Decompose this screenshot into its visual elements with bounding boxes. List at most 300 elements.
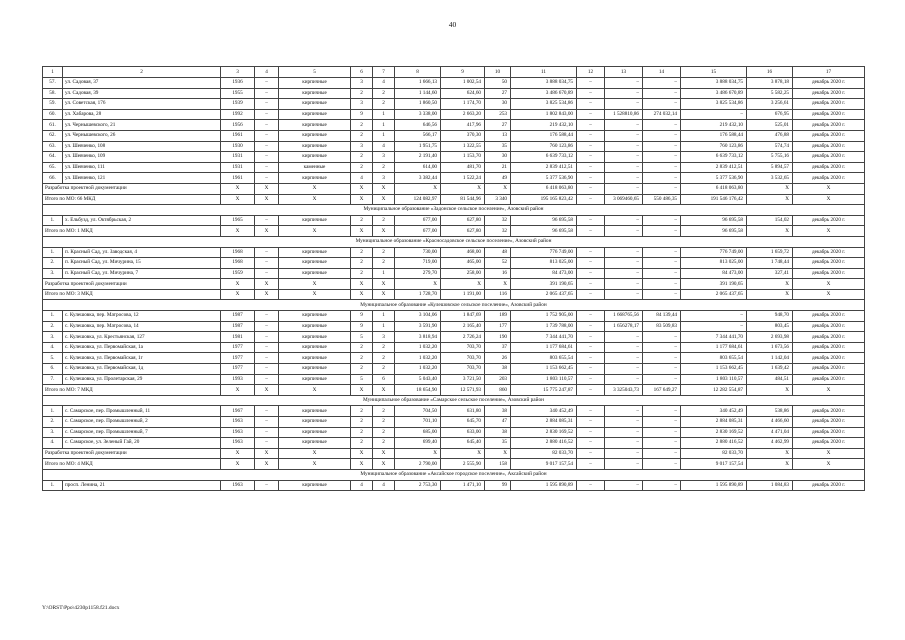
address-cell: с. Кулешовка, ул. Крестьянская, 127 [63, 332, 221, 343]
table-cell: – [681, 311, 747, 322]
table-cell: Х [747, 226, 793, 237]
table-cell: 4 471,04 [747, 427, 793, 438]
table-cell: кирпичные [279, 342, 351, 353]
column-number-cell: 2 [63, 67, 221, 78]
table-cell: 1 802 843,00 [511, 109, 577, 120]
table-cell: – [643, 88, 681, 99]
table-cell: 2 [351, 427, 373, 438]
table-cell: 701,10 [395, 417, 441, 428]
table-cell: 2 [373, 99, 395, 110]
table-cell: Х [747, 279, 793, 290]
table-cell: – [605, 152, 643, 163]
table-cell: 4 [373, 141, 395, 152]
table-cell: – [605, 141, 643, 152]
design-documentation-label: Разработка проектной документации [43, 183, 221, 194]
table-cell: 2 065 437,65 [511, 289, 577, 300]
table-cell: кирпичные [279, 311, 351, 322]
address-cell: ул. Чернышевского, 21 [63, 120, 221, 131]
table-cell: 1 739 788,00 [511, 321, 577, 332]
table-cell: Х [255, 459, 279, 470]
column-number-cell: 8 [395, 67, 441, 78]
table-cell: 2 [373, 162, 395, 173]
municipality-heading-row [43, 469, 865, 480]
municipality-heading: Муниципальное образование «Красносадовское сельское поселение», Азовский район [43, 236, 865, 247]
table-cell: 538,86 [747, 406, 793, 417]
table-cell: 3 532,65 [747, 173, 793, 184]
capital-repair-table-container [42, 66, 864, 491]
table-cell: – [605, 78, 643, 89]
table-cell: – [577, 364, 605, 375]
table-cell: 2 165,40 [441, 321, 485, 332]
table-cell: 1. [43, 406, 63, 417]
table-cell: – [605, 438, 643, 449]
table-cell: 6 418 063,80 [681, 183, 747, 194]
table-cell: 96 695,58 [511, 226, 577, 237]
table-cell: декабрь 2020 г. [793, 130, 865, 141]
table-cell: 1 174,70 [441, 99, 485, 110]
table-cell: 12 282 554,87 [681, 385, 747, 396]
table-cell: 1 666,13 [395, 78, 441, 89]
table-cell: 1 084,83 [747, 480, 793, 491]
table-cell: 3 382,44 [395, 173, 441, 184]
table-cell: – [577, 480, 605, 491]
table-cell: 1981 [221, 332, 255, 343]
table-cell: кирпичные [279, 215, 351, 226]
table-cell: 704,50 [395, 406, 441, 417]
table-cell: 646,56 [395, 120, 441, 131]
table-cell: – [577, 321, 605, 332]
column-number-cell: 11 [511, 67, 577, 78]
table-row [43, 258, 865, 269]
table-cell: – [255, 268, 279, 279]
table-cell: 15 775 247,87 [511, 385, 577, 396]
table-cell: 12 571,93 [441, 385, 485, 396]
table-cell: 84 473,00 [511, 268, 577, 279]
table-cell: 190 [485, 332, 511, 343]
table-cell: 63. [43, 141, 63, 152]
table-cell: 468,00 [441, 247, 485, 258]
table-cell: 3 [351, 141, 373, 152]
table-cell: 3 [373, 332, 395, 343]
table-cell: кирпичные [279, 364, 351, 375]
table-cell: – [643, 459, 681, 470]
table-cell: – [605, 374, 643, 385]
table-cell: Х [279, 448, 351, 459]
capital-repair-table [42, 66, 865, 491]
table-cell: Х [793, 459, 865, 470]
table-cell: Х [485, 183, 511, 194]
table-cell: – [643, 130, 681, 141]
table-cell: 158 [485, 459, 511, 470]
table-cell: 1 153,70 [441, 152, 485, 163]
table-cell: 391 190,65 [681, 279, 747, 290]
table-cell: 82 033,70 [681, 448, 747, 459]
table-cell: 3. [43, 268, 63, 279]
municipality-heading-row [43, 236, 865, 247]
table-cell: 645,70 [441, 417, 485, 428]
table-cell: Х [373, 289, 395, 300]
table-cell: 2 884 085,31 [511, 417, 577, 428]
table-cell: Х [793, 194, 865, 205]
table-cell: 703,70 [441, 364, 485, 375]
table-cell: Х [747, 385, 793, 396]
table-cell: кирпичные [279, 417, 351, 428]
table-cell: – [605, 268, 643, 279]
table-cell: 1930 [221, 141, 255, 152]
table-cell: Х [441, 183, 485, 194]
column-number-cell: 5 [279, 67, 351, 78]
table-cell: 803,45 [747, 321, 793, 332]
table-cell: – [643, 226, 681, 237]
table-cell: Х [221, 194, 255, 205]
table-cell: 1936 [221, 78, 255, 89]
table-cell: 1987 [221, 321, 255, 332]
table-cell: 6 639 733,12 [681, 152, 747, 163]
table-cell: 1963 [221, 427, 255, 438]
table-cell: 62. [43, 130, 63, 141]
table-cell: 5 [351, 332, 373, 343]
table-cell: 30 [485, 152, 511, 163]
table-cell: – [255, 78, 279, 89]
table-cell: 189 [485, 311, 511, 322]
table-cell: – [643, 438, 681, 449]
table-cell: – [577, 459, 605, 470]
table-cell: 219 432,10 [511, 120, 577, 131]
table-cell: 3 888 034,75 [681, 78, 747, 89]
table-cell: 1993 [221, 374, 255, 385]
table-cell: 1 728,70 [395, 289, 441, 300]
address-cell: с. Кулешовка, пер. Матросова, 12 [63, 311, 221, 322]
municipality-heading-row [43, 205, 865, 216]
table-cell: декабрь 2020 г. [793, 417, 865, 428]
municipality-heading: Муниципальное образование «Задонское сельское поселение», Азовский район [43, 205, 865, 216]
table-cell: 47 [485, 417, 511, 428]
table-cell: 1 177 684,61 [681, 342, 747, 353]
table-cell: 2 880 416,52 [681, 438, 747, 449]
table-cell: 38 [485, 364, 511, 375]
table-cell: – [577, 427, 605, 438]
table-cell: Х [279, 279, 351, 290]
table-cell: 2 [351, 152, 373, 163]
table-cell: 1 748,44 [747, 258, 793, 269]
column-number-cell: 15 [681, 67, 747, 78]
table-cell: 2 884 085,31 [681, 417, 747, 428]
table-cell: 2 191,40 [395, 152, 441, 163]
table-cell: 4 [373, 480, 395, 491]
table-cell: 719,00 [395, 258, 441, 269]
table-cell: 1931 [221, 162, 255, 173]
address-cell: с. Самарское, ул. Зеленый Гай, 20 [63, 438, 221, 449]
table-cell: 2 [351, 247, 373, 258]
address-cell: ул. Шевченко, 109 [63, 152, 221, 163]
table-cell: декабрь 2020 г. [793, 480, 865, 491]
table-cell: 61. [43, 120, 63, 131]
subtotal-label: Итого по МО: 7 МКД [43, 385, 221, 396]
table-cell: Х [221, 226, 255, 237]
table-row [43, 152, 865, 163]
table-cell: Х [373, 194, 395, 205]
table-cell: 574,74 [747, 141, 793, 152]
table-cell: 676,95 [747, 109, 793, 120]
table-cell: 2. [43, 321, 63, 332]
table-cell: – [681, 321, 747, 332]
table-cell: – [577, 152, 605, 163]
table-cell: 566,17 [395, 130, 441, 141]
table-cell: 1 803 110,57 [681, 374, 747, 385]
table-cell: декабрь 2020 г. [793, 162, 865, 173]
table-cell: 2 693,98 [747, 332, 793, 343]
table-cell: – [577, 353, 605, 364]
table-cell: Х [373, 279, 395, 290]
table-cell: 1965 [221, 215, 255, 226]
table-cell: – [577, 289, 605, 300]
table-cell: 2 [351, 258, 373, 269]
table-cell: 776 749,00 [511, 247, 577, 258]
table-cell: Х [747, 448, 793, 459]
address-cell: с. Самарское, пер. Промышленный, 2 [63, 417, 221, 428]
column-number-cell: 10 [485, 67, 511, 78]
table-cell: Х [793, 385, 865, 396]
table-cell: 7 344 441,70 [511, 332, 577, 343]
table-cell: 6 639 733,12 [511, 152, 577, 163]
table-cell: Х [395, 183, 441, 194]
table-row [43, 438, 865, 449]
table-cell: Х [255, 279, 279, 290]
table-cell: – [255, 332, 279, 343]
table-cell: 2 [351, 268, 373, 279]
table-cell: 5 [351, 374, 373, 385]
table-cell: 5 755,16 [747, 152, 793, 163]
table-cell: Х [255, 183, 279, 194]
table-cell: – [577, 99, 605, 110]
table-cell: Х [793, 183, 865, 194]
address-cell: с. Кулешовка, ул. Пролетарская, 29 [63, 374, 221, 385]
table-cell: Х [255, 194, 279, 205]
table-cell: 1 322,55 [441, 141, 485, 152]
table-cell: 13 [485, 130, 511, 141]
table-cell: кирпичные [279, 173, 351, 184]
table-cell: 627,80 [441, 226, 485, 237]
table-cell: 1 951,75 [395, 141, 441, 152]
column-number-cell: 12 [577, 67, 605, 78]
table-cell: – [255, 438, 279, 449]
table-cell: – [577, 406, 605, 417]
table-cell: – [605, 183, 643, 194]
table-cell: 1 142,04 [747, 353, 793, 364]
table-cell: 50 [485, 78, 511, 89]
table-cell: кирпичные [279, 88, 351, 99]
table-cell: – [255, 99, 279, 110]
table-cell: 60. [43, 109, 63, 120]
design-documentation-row [43, 279, 865, 290]
table-cell: Х [221, 385, 255, 396]
table-cell: 82 033,70 [511, 448, 577, 459]
table-cell: 6 418 063,80 [511, 183, 577, 194]
table-cell: 21 [485, 162, 511, 173]
subtotal-label: Итого по МО: 66 МКД [43, 194, 221, 205]
table-cell: 38 [485, 406, 511, 417]
table-cell: 1. [43, 247, 63, 258]
table-cell: 525,01 [747, 120, 793, 131]
table-cell: 16 [485, 268, 511, 279]
table-cell: 677,00 [395, 215, 441, 226]
table-cell: 803 655,54 [681, 353, 747, 364]
table-cell: Х [373, 183, 395, 194]
table-cell: Х [351, 183, 373, 194]
table-cell: 2 [373, 427, 395, 438]
table-cell: декабрь 2020 г. [793, 427, 865, 438]
table-cell: 1 528810,86 [605, 109, 643, 120]
table-cell: 176 588,44 [511, 130, 577, 141]
table-cell: 26 [485, 353, 511, 364]
table-cell: 1 032,20 [395, 353, 441, 364]
table-cell: 1 [373, 321, 395, 332]
address-cell: ул. Шевченко, 111 [63, 162, 221, 173]
table-cell: 154,02 [747, 215, 793, 226]
table-cell: декабрь 2020 г. [793, 141, 865, 152]
table-cell: Х [255, 289, 279, 300]
table-cell: 1 847,69 [441, 311, 485, 322]
table-cell: 9 [351, 109, 373, 120]
table-cell: 1 595 890,89 [681, 480, 747, 491]
subtotal-row [43, 194, 865, 205]
table-cell: декабрь 2020 г. [793, 406, 865, 417]
table-cell: – [643, 78, 681, 89]
table-cell: 803 655,54 [511, 353, 577, 364]
table-cell: Х [747, 289, 793, 300]
table-cell: 391 190,65 [511, 279, 577, 290]
table-cell: 1977 [221, 353, 255, 364]
table-cell: Х [351, 459, 373, 470]
municipality-heading-row [43, 300, 865, 311]
table-cell: 1963 [221, 480, 255, 491]
table-row [43, 215, 865, 226]
table-cell: – [577, 173, 605, 184]
table-cell: – [255, 321, 279, 332]
table-cell: 30 [485, 99, 511, 110]
table-cell: 4. [43, 438, 63, 449]
table-cell: Х [221, 279, 255, 290]
table-cell: 760 123,86 [681, 141, 747, 152]
table-cell: 5. [43, 353, 63, 364]
column-number-cell: 14 [643, 67, 681, 78]
table-cell: 219 432,10 [681, 120, 747, 131]
table-cell: 2 [373, 353, 395, 364]
table-cell: 32 [485, 226, 511, 237]
table-cell: 484,51 [747, 374, 793, 385]
table-cell: 2 [373, 258, 395, 269]
table-cell: 2 [351, 353, 373, 364]
table-cell: 1. [43, 311, 63, 322]
table-cell: Х [351, 385, 373, 396]
table-cell: 1963 [221, 438, 255, 449]
table-cell: 4. [43, 342, 63, 353]
address-cell: ул. Садовая, 39 [63, 88, 221, 99]
column-number-cell: 16 [747, 67, 793, 78]
table-cell: 1 803 110,57 [511, 374, 577, 385]
table-cell: – [255, 162, 279, 173]
table-cell: кирпичные [279, 438, 351, 449]
table-cell: – [605, 364, 643, 375]
table-cell: – [255, 152, 279, 163]
table-cell: – [605, 342, 643, 353]
table-cell: – [605, 226, 643, 237]
table-cell: Х [279, 385, 351, 396]
table-cell: 340 452,49 [681, 406, 747, 417]
table-cell: – [643, 215, 681, 226]
address-cell: ул. Хабарова, 28 [63, 109, 221, 120]
table-cell: – [605, 120, 643, 131]
table-cell: декабрь 2020 г. [793, 78, 865, 89]
table-cell: 1992 [221, 109, 255, 120]
table-cell: – [577, 385, 605, 396]
table-cell: – [255, 417, 279, 428]
table-cell: 481,70 [441, 162, 485, 173]
table-cell: декабрь 2020 г. [793, 247, 865, 258]
table-cell: Х [279, 289, 351, 300]
table-cell: 1 [373, 120, 395, 131]
table-cell: – [643, 353, 681, 364]
table-cell: 96 695,58 [681, 215, 747, 226]
address-cell: п. Красный Сад, ул. Мичурина, 15 [63, 258, 221, 269]
table-cell: 3. [43, 332, 63, 343]
table-row [43, 120, 865, 131]
table-cell: декабрь 2020 г. [793, 99, 865, 110]
table-cell: 3. [43, 427, 63, 438]
table-cell: 59. [43, 99, 63, 110]
table-cell: 5 582,25 [747, 88, 793, 99]
table-cell: 3 591,90 [395, 321, 441, 332]
table-cell: – [605, 162, 643, 173]
page-number: 40 [448, 20, 457, 29]
table-cell: – [255, 173, 279, 184]
table-cell: кирпичные [279, 247, 351, 258]
table-cell: 1 002,54 [441, 78, 485, 89]
table-cell: – [643, 364, 681, 375]
table-cell: 3 [373, 173, 395, 184]
table-cell: Х [351, 279, 373, 290]
table-body [43, 67, 865, 491]
address-cell: ул. Советская, 176 [63, 99, 221, 110]
table-cell: Х [279, 183, 351, 194]
table-row [43, 311, 865, 322]
table-cell: 2 [373, 406, 395, 417]
table-cell: 1967 [221, 406, 255, 417]
table-row [43, 99, 865, 110]
table-cell: 66. [43, 173, 63, 184]
table-cell: 476,88 [747, 130, 793, 141]
design-documentation-row [43, 448, 865, 459]
table-cell: – [643, 279, 681, 290]
table-cell: декабрь 2020 г. [793, 258, 865, 269]
table-cell: 3 256,61 [747, 99, 793, 110]
table-cell: 1 177 684,61 [511, 342, 577, 353]
table-row [43, 364, 865, 375]
table-cell: декабрь 2020 г. [793, 120, 865, 131]
table-row [43, 374, 865, 385]
subtotal-label: Итого по МО: 1 МКД [43, 226, 221, 237]
table-cell: Х [221, 289, 255, 300]
table-cell: 1 153 662,45 [511, 364, 577, 375]
table-cell: – [577, 374, 605, 385]
table-cell: – [643, 258, 681, 269]
table-cell: – [577, 226, 605, 237]
table-cell: 258,00 [441, 268, 485, 279]
table-cell: 57. [43, 78, 63, 89]
table-row [43, 417, 865, 428]
table-cell: Х [221, 448, 255, 459]
table-cell: – [643, 406, 681, 417]
